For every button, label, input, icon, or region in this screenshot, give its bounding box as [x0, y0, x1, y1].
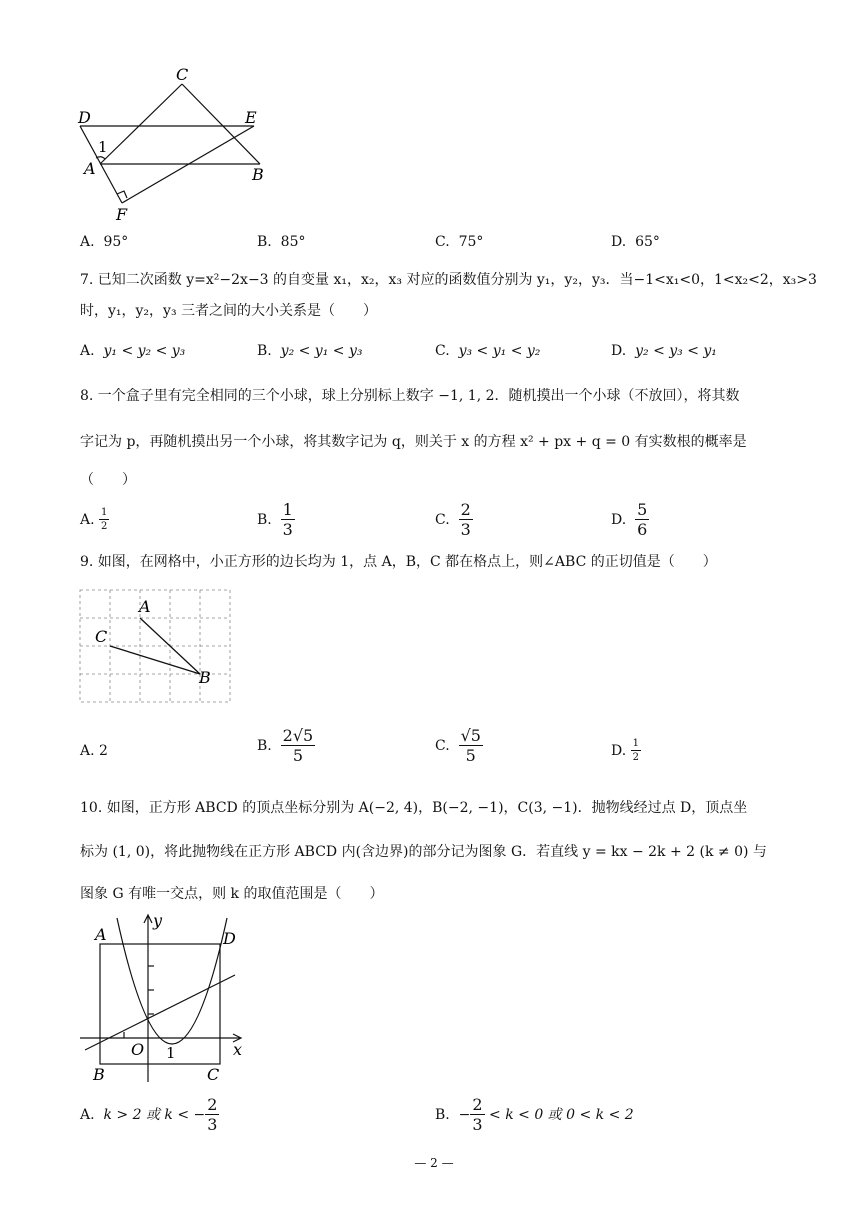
- fig6-label-d: D: [78, 108, 91, 127]
- q6-figure: [70, 60, 280, 230]
- fig9-label-c: C: [95, 627, 108, 646]
- fraction-numerator: 1: [101, 507, 108, 518]
- fraction-numerator: 1: [282, 500, 293, 519]
- fraction-denominator: 3: [207, 1115, 218, 1134]
- q6-option-d[interactable]: [611, 234, 660, 250]
- option-letter: A.: [80, 234, 95, 250]
- fraction-numerator: 2√5: [282, 726, 314, 745]
- q8-stem-line1: 8. 一个盒子里有完全相同的三个小球，球上分别标上数字 −1, 1, 2．随机摸出一个小球（不放回），将其数: [80, 388, 740, 404]
- fraction-denominator: 2: [101, 521, 108, 532]
- q7-option-c[interactable]: [435, 343, 540, 359]
- q8-stem-line3: （ ）: [80, 472, 136, 488]
- option-letter: B.: [257, 343, 272, 359]
- fig10-tick-1: 1: [166, 1044, 176, 1062]
- option-letter: A.: [80, 743, 95, 759]
- option-letter: C.: [435, 234, 450, 250]
- q6-option-a[interactable]: [80, 234, 128, 250]
- q9-option-a[interactable]: [80, 743, 108, 759]
- fig6-angle-1: 1: [98, 138, 108, 156]
- option-letter: C.: [435, 343, 450, 359]
- option-letter: D.: [611, 743, 627, 759]
- fig6-label-e: E: [245, 108, 257, 127]
- fig10-label-c: C: [207, 1065, 220, 1084]
- fig6-label-f: F: [116, 205, 128, 224]
- option-text: 95°: [103, 234, 129, 250]
- q9-grid-figure: [75, 585, 240, 710]
- q7-option-d[interactable]: [611, 343, 717, 359]
- q7-option-a[interactable]: [80, 343, 185, 359]
- q10-stem-line3: 图象 G 有唯一交点，则 k 的取值范围是（ ）: [80, 886, 384, 902]
- fraction-denominator: 3: [282, 520, 293, 539]
- option-text: k > 2 或 k < −: [103, 1107, 206, 1123]
- q10-option-a[interactable]: [80, 1097, 219, 1133]
- option-letter: B.: [257, 234, 272, 250]
- fraction-numerator: 1: [632, 738, 640, 749]
- q9-option-c[interactable]: [435, 728, 483, 764]
- q10-option-b[interactable]: [435, 1097, 634, 1133]
- fraction-numerator: 2: [207, 1095, 218, 1114]
- option-text: 65°: [635, 234, 660, 250]
- q7-stem-line2: 时，y₁，y₂，y₃ 三者之间的大小关系是（ ）: [80, 303, 378, 319]
- fig10-label-b: B: [93, 1065, 105, 1084]
- q9-option-d[interactable]: [611, 739, 641, 763]
- fig9-label-a: A: [139, 597, 151, 616]
- option-letter: D.: [611, 234, 627, 250]
- option-letter: C.: [435, 738, 450, 754]
- fraction-denominator: 5: [465, 746, 476, 765]
- q8-stem-line2: 字记为 p，再随机摸出另一个小球，将其数字记为 q，则关于 x 的方程 x² + px + q = 0 有实数根的概率是: [80, 434, 747, 450]
- q10-coordinate-figure: [75, 910, 275, 1090]
- q10-stem-line2: 标为 (1, 0)，将此抛物线在正方形 ABCD 内(含边界)的部分记为图象 G．若直线 y = kx − 2k + 2 (k ≠ 0) 与: [80, 844, 767, 860]
- fig10-label-a: A: [95, 925, 107, 944]
- q8-option-c[interactable]: [435, 502, 473, 538]
- q6-option-c[interactable]: [435, 234, 483, 250]
- option-text: −: [458, 1107, 471, 1123]
- fraction-numerator: 2: [472, 1095, 483, 1114]
- option-letter: C.: [435, 512, 450, 528]
- option-text: 2: [99, 743, 108, 759]
- q10-stem-line1: 10. 如图，正方形 ABCD 的顶点坐标分别为 A(−2, 4)，B(−2, −1)，C(3, −1)．抛物线经过点 D，顶点坐: [80, 800, 748, 816]
- option-letter: A.: [80, 343, 95, 359]
- option-text: 75°: [458, 234, 484, 250]
- fig6-label-b: B: [252, 165, 264, 184]
- option-letter: B.: [257, 738, 272, 754]
- q8-option-d[interactable]: [611, 502, 649, 538]
- option-letter: A.: [80, 1107, 95, 1123]
- option-text: y₁ < y₂ < y₃: [103, 343, 186, 359]
- fraction-numerator: 2: [460, 500, 471, 519]
- q6-option-b[interactable]: [257, 234, 305, 250]
- q7-option-b[interactable]: [257, 343, 362, 359]
- q8-option-b[interactable]: [257, 502, 295, 538]
- q9-option-b[interactable]: [257, 728, 315, 764]
- option-text: y₃ < y₁ < y₂: [458, 343, 541, 359]
- fraction-numerator: 5: [637, 500, 648, 519]
- fraction-numerator: √5: [460, 726, 481, 745]
- fig9-label-b: B: [199, 668, 211, 687]
- q7-stem-line1: 7. 已知二次函数 y=x²−2x−3 的自变量 x₁，x₂，x₃ 对应的函数值分别为 y₁，y₂，y₃．当−1<x₁<0，1<x₂<2，x₃>3: [80, 272, 817, 288]
- fraction-denominator: 6: [637, 520, 648, 539]
- option-text: y₂ < y₁ < y₃: [280, 343, 363, 359]
- page-number: — 2 —: [414, 1156, 454, 1170]
- option-letter: D.: [611, 343, 627, 359]
- option-letter: B.: [257, 512, 272, 528]
- fraction-denominator: 5: [292, 746, 304, 765]
- fraction-denominator: 3: [460, 520, 471, 539]
- q9-stem-line1: 9. 如图，在网格中，小正方形的边长均为 1，点 A，B，C 都在格点上，则∠ABC 的正切值是（ ）: [80, 554, 717, 570]
- fig6-label-c: C: [176, 65, 189, 84]
- option-letter: D.: [611, 512, 627, 528]
- fraction-denominator: 2: [632, 752, 640, 763]
- fig6-label-a: A: [84, 159, 96, 178]
- option-letter: A.: [80, 512, 95, 528]
- fig10-label-d: D: [223, 929, 236, 948]
- option-text: 85°: [280, 234, 306, 250]
- option-text: < k < 0 或 0 < k < 2: [484, 1107, 634, 1123]
- fig10-label-x: x: [233, 1040, 243, 1059]
- fig10-label-o: O: [131, 1040, 145, 1059]
- q8-option-a[interactable]: [80, 508, 109, 532]
- option-letter: B.: [435, 1107, 450, 1123]
- fraction-denominator: 3: [472, 1115, 483, 1134]
- fig10-label-y: y: [153, 911, 163, 930]
- option-text: y₂ < y₃ < y₁: [635, 343, 717, 359]
